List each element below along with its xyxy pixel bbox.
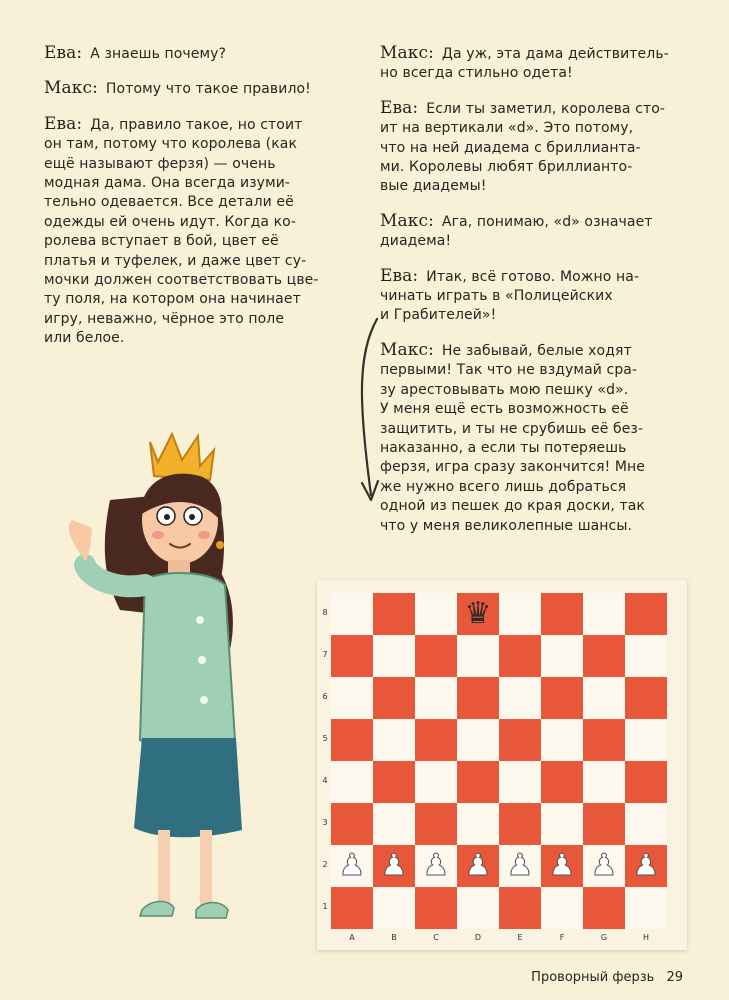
dialogue-line <box>44 44 364 64</box>
square-g6[interactable] <box>583 677 625 719</box>
square-b1[interactable] <box>373 887 415 929</box>
queen-character-illustration <box>50 420 260 940</box>
square-c5[interactable] <box>415 719 457 761</box>
square-a2[interactable] <box>331 845 373 887</box>
square-a6[interactable] <box>331 677 373 719</box>
square-e8[interactable] <box>499 593 541 635</box>
speaker-name: Макс: <box>44 78 98 99</box>
black-queen-icon[interactable]: ♛ <box>464 596 492 631</box>
square-g4[interactable] <box>583 761 625 803</box>
square-g1[interactable] <box>583 887 625 929</box>
dialogue-left-column <box>44 44 364 364</box>
hand-drawn-arrow-icon <box>345 315 395 515</box>
speaker-name: Макс: <box>380 43 434 63</box>
square-a8[interactable] <box>331 593 373 635</box>
speaker-name: Ева: <box>380 265 419 286</box>
rank-label: 4 <box>322 776 328 785</box>
file-label: F <box>559 933 565 942</box>
white-pawn-icon[interactable]: ♟ <box>632 848 660 883</box>
square-h6[interactable] <box>625 677 667 719</box>
square-c2[interactable] <box>415 845 457 887</box>
page-number: 29 <box>666 970 683 985</box>
square-e4[interactable] <box>499 761 541 803</box>
square-h7[interactable] <box>625 635 667 677</box>
white-pawn-icon[interactable]: ♟ <box>590 848 618 883</box>
dialogue-text: Если ты заметил, королева сто- ит на вертикали «d». Это потому, что на ней диадема с бриллианта- ми. Королевы любят бриллианто- вые диадемы! <box>380 100 666 195</box>
square-c1[interactable] <box>415 887 457 929</box>
square-e2[interactable] <box>499 845 541 887</box>
square-a1[interactable] <box>331 887 373 929</box>
square-a7[interactable] <box>331 635 373 677</box>
file-label: H <box>642 933 649 942</box>
square-d5[interactable] <box>457 719 499 761</box>
white-pawn-icon[interactable]: ♟ <box>506 848 534 883</box>
square-b8[interactable] <box>373 593 415 635</box>
square-h3[interactable] <box>625 803 667 845</box>
dialogue-text: Итак, всё готово. Можно на- чинать играть в «Полицейских и Грабителей»! <box>380 268 640 324</box>
square-f3[interactable] <box>541 803 583 845</box>
square-f4[interactable] <box>541 761 583 803</box>
square-f7[interactable] <box>541 635 583 677</box>
file-label: A <box>349 933 355 942</box>
square-d1[interactable] <box>457 887 499 929</box>
square-d6[interactable] <box>457 677 499 719</box>
speaker-name: Ева: <box>44 43 83 63</box>
square-e6[interactable] <box>499 677 541 719</box>
square-d2[interactable] <box>457 845 499 887</box>
white-pawn-icon[interactable]: ♟ <box>548 848 576 883</box>
square-c7[interactable] <box>415 635 457 677</box>
square-b4[interactable] <box>373 761 415 803</box>
square-d8[interactable] <box>457 593 499 635</box>
dialogue-right-column <box>380 44 680 551</box>
rank-label: 3 <box>322 818 328 827</box>
square-b7[interactable] <box>373 635 415 677</box>
square-f1[interactable] <box>541 887 583 929</box>
square-d3[interactable] <box>457 803 499 845</box>
chapter-title: Проворный ферзь <box>531 970 655 985</box>
rank-label: 2 <box>322 860 328 869</box>
square-g5[interactable] <box>583 719 625 761</box>
dialogue-text: Ага, понимаю, «d» означает диадема! <box>380 213 653 250</box>
file-label: G <box>600 933 608 942</box>
square-c6[interactable] <box>415 677 457 719</box>
square-b5[interactable] <box>373 719 415 761</box>
square-d7[interactable] <box>457 635 499 677</box>
rank-label: 1 <box>322 902 328 911</box>
white-pawn-icon[interactable]: ♟ <box>338 848 366 883</box>
file-label: E <box>517 933 523 942</box>
square-g7[interactable] <box>583 635 625 677</box>
square-a5[interactable] <box>331 719 373 761</box>
dialogue-line <box>380 212 680 252</box>
dialogue-line <box>44 79 364 99</box>
square-f5[interactable] <box>541 719 583 761</box>
square-b3[interactable] <box>373 803 415 845</box>
square-e1[interactable] <box>499 887 541 929</box>
rank-label: 7 <box>322 650 328 659</box>
white-pawn-icon[interactable]: ♟ <box>464 848 492 883</box>
square-f6[interactable] <box>541 677 583 719</box>
square-c8[interactable] <box>415 593 457 635</box>
square-a4[interactable] <box>331 761 373 803</box>
chessboard <box>331 593 667 929</box>
dialogue-text: Да, правило такое, но стоит он там, потому что королева (как ещё называют ферзя) — очень модная дама. Она всегда изуми- тельно одевается. Все детали её одежды ей очень идут. Когда ко- ролева вступает в бой, цвет её платья и туфелек, и даже цвет су- мочки должен соответствовать цве- ту поля, на котором она начинает игру, неважно, чёрное это поле или белое. <box>44 116 319 347</box>
dialogue-line <box>380 44 680 84</box>
dialogue-text: Да уж, эта дама действитель- но всегда стильно одета! <box>380 46 669 82</box>
file-label: D <box>474 933 482 942</box>
dialogue-line <box>380 267 680 326</box>
square-b6[interactable] <box>373 677 415 719</box>
dialogue-line <box>380 99 680 197</box>
dialogue-text: Потому что такое правило! <box>105 81 311 98</box>
square-c4[interactable] <box>415 761 457 803</box>
square-e3[interactable] <box>499 803 541 845</box>
square-a3[interactable] <box>331 803 373 845</box>
dialogue-text: Не забывай, белые ходят первыми! Так что не вздумай сра- зу арестовывать мою пешку «d». У меня ещё есть возможность её защитить, и ты не срубишь её без- наказанно, а если ты потеряешь ферзя, игра сразу закончится! Мне же нужно всего лишь добраться одной из пешек до края доски, так что у меня великолепные шансы. <box>380 342 645 534</box>
page-footer <box>531 970 683 985</box>
square-e7[interactable] <box>499 635 541 677</box>
speaker-name: Макс: <box>380 339 434 360</box>
square-h8[interactable] <box>625 593 667 635</box>
square-g2[interactable] <box>583 845 625 887</box>
square-h2[interactable] <box>625 845 667 887</box>
dialogue-text: А знаешь почему? <box>90 46 227 62</box>
speaker-name: Макс: <box>380 210 434 231</box>
rank-label: 8 <box>322 608 328 617</box>
speaker-name: Ева: <box>380 97 419 118</box>
square-d4[interactable] <box>457 761 499 803</box>
dialogue-line <box>380 341 680 536</box>
rank-label: 5 <box>322 734 328 743</box>
speaker-name: Ева: <box>44 113 83 134</box>
chessboard-frame <box>317 580 687 950</box>
rank-label: 6 <box>322 692 328 701</box>
file-label: B <box>391 933 397 942</box>
square-g8[interactable] <box>583 593 625 635</box>
square-c3[interactable] <box>415 803 457 845</box>
file-label: C <box>433 933 439 942</box>
square-f8[interactable] <box>541 593 583 635</box>
square-h5[interactable] <box>625 719 667 761</box>
square-b2[interactable] <box>373 845 415 887</box>
square-h1[interactable] <box>625 887 667 929</box>
square-e5[interactable] <box>499 719 541 761</box>
dialogue-line <box>44 115 364 349</box>
square-f2[interactable] <box>541 845 583 887</box>
white-pawn-icon[interactable]: ♟ <box>422 848 450 883</box>
square-h4[interactable] <box>625 761 667 803</box>
white-pawn-icon[interactable]: ♟ <box>380 848 408 883</box>
square-g3[interactable] <box>583 803 625 845</box>
